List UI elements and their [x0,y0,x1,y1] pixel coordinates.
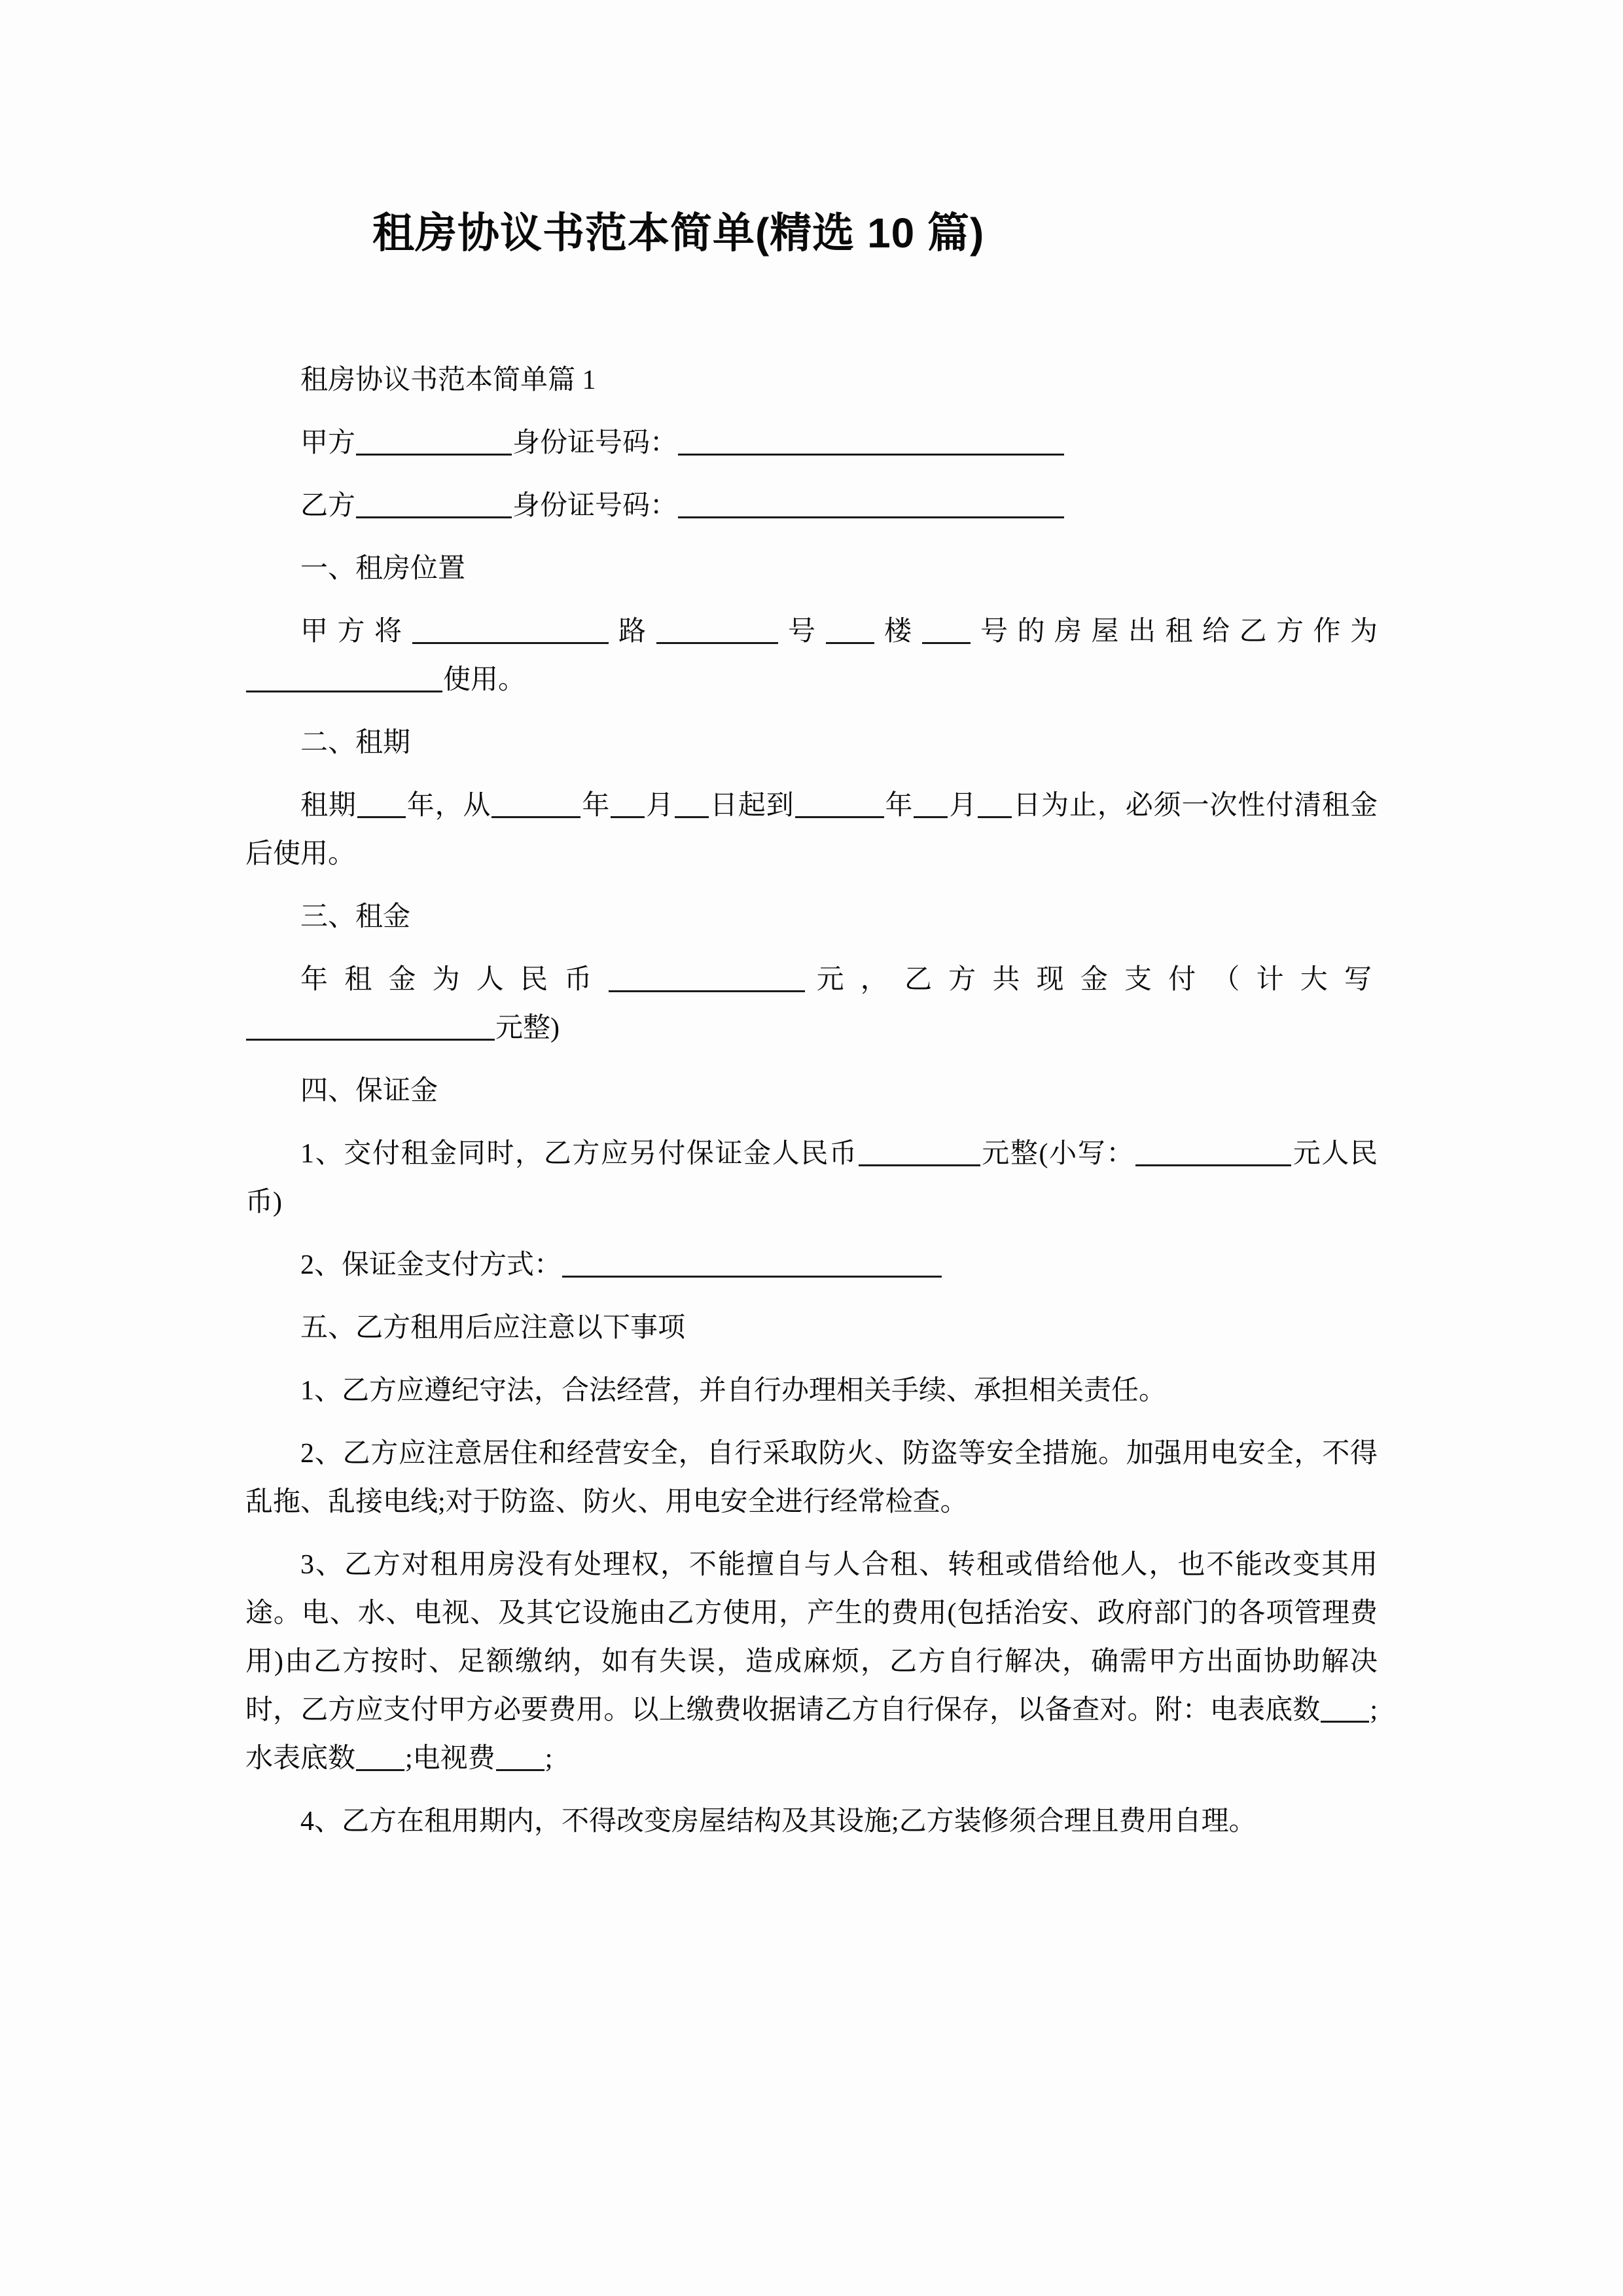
deposit-suffix: 元人民币) [245,1139,1378,1217]
term-t2: 年 [581,791,611,821]
location-lou: 楼 [874,617,921,647]
meter-tv-label: ;电视费 [405,1744,495,1774]
number-blank[interactable] [656,616,778,644]
tv-fee-blank[interactable] [496,1743,544,1771]
notice-item-1: 1、乙方应遵纪守法，合法经营，并自行办理相关手续、承担相关责任。 [300,1376,1167,1406]
party-b-id-blank[interactable] [678,490,1064,518]
deposit-digits-blank[interactable] [1135,1138,1291,1166]
usage-blank[interactable] [246,664,442,692]
term-t4: 日起到 [709,791,794,821]
rent-words-blank[interactable] [246,1013,495,1041]
section-heading-3: 三、租金 [300,902,411,932]
rent-r1: 元，乙方共现金支付（计大写 [806,965,1378,995]
floor-blank[interactable] [826,616,874,644]
meter-end: ; [544,1744,553,1774]
term-t6: 月 [948,791,978,821]
electric-meter-blank[interactable] [1321,1695,1369,1723]
water-meter-blank[interactable] [356,1743,404,1771]
deposit-prefix: 1、交付租金同时，乙方应另付保证金人民币 [300,1139,858,1169]
end-month-blank[interactable] [914,790,948,818]
party-b-name-blank[interactable] [356,490,512,518]
deposit-item-2 [245,1241,1378,1289]
deposit-mid: 元整(小写： [980,1139,1135,1169]
deposit-item-1 [245,1130,1378,1227]
party-a-id-label: 身份证号码： [512,428,678,458]
deposit-method-blank[interactable] [562,1249,942,1278]
location-rest: 号的房屋出租给乙方作为 [971,617,1378,647]
party-a-label: 甲方 [300,428,356,458]
party-a-id-blank[interactable] [678,427,1064,456]
deposit-amount-blank[interactable] [859,1138,980,1166]
section-heading-4: 四、保证金 [300,1076,438,1106]
section-3-body [245,956,1378,1052]
document-content [245,0,1378,1846]
notice-item-3-text: 3、乙方对租用房没有处理权，不能擅自与人合租、转租或借给他人，也不能改变其用途。电、水、电视、及其它设施由乙方使用，产生的费用(包括治安、政府部门的各项管理费用)由乙方按时、足额缴纳，如有失误，造成麻烦，乙方自行解决，确需甲方出面协助解决时，乙方应支付甲方必要费用。以上缴费收据请乙方自行保存，以备查对。附： [245,1550,1378,1725]
notice-item-4: 4、乙方在租用期内，不得改变房屋结构及其设施;乙方装修须合理且费用自理。 [300,1806,1257,1837]
term-t7: 日为止，必须一次性付清租金后使用。 [245,791,1378,869]
party-b-id-label: 身份证号码： [512,491,678,521]
party-a-name-blank[interactable] [356,427,512,456]
location-hao: 号 [778,617,825,647]
start-month-blank[interactable] [611,790,645,818]
street-blank[interactable] [412,616,609,644]
notice-item-3 [245,1541,1378,1783]
section-heading-2: 二、租期 [300,728,411,758]
room-blank[interactable] [922,616,971,644]
section-heading-5: 五、乙方租用后应注意以下事项 [300,1313,686,1343]
rent-r2: 元整) [495,1013,560,1043]
location-suffix: 使用。 [443,665,526,695]
party-b-label: 乙方 [300,491,356,521]
term-t1: 年，从 [406,791,491,821]
term-t5: 年 [884,791,914,821]
meter-water-label: ;水表底数 [245,1695,1378,1774]
party-b-row [245,482,1378,530]
section-1-body [245,607,1378,704]
section-heading-1: 一、租房位置 [300,554,466,584]
location-prefix: 甲方将 [300,617,412,647]
notice-item-2: 2、乙方应注意居住和经营安全，自行采取防火、防盗等安全措施。加强用电安全，不得乱拖、乱接电线;对于防盗、防火、用电安全进行经常检查。 [245,1439,1378,1517]
term-years-blank[interactable] [357,790,406,818]
page-title: 租房协议书范本简单(精选 10 篇) [372,209,985,257]
rent-prefix: 年租金为人民币 [300,965,609,995]
term-t3: 月 [645,791,675,821]
start-year-blank[interactable] [491,790,580,818]
article-heading: 租房协议书范本简单篇 1 [300,365,596,395]
start-day-blank[interactable] [675,790,709,818]
meter-electric-label: 电表底数 [1209,1695,1321,1725]
end-year-blank[interactable] [795,790,884,818]
rent-amount-blank[interactable] [609,964,805,992]
end-day-blank[interactable] [978,790,1012,818]
deposit-method-label: 2、保证金支付方式： [300,1250,562,1280]
party-a-row [245,419,1378,467]
location-road: 路 [609,617,656,647]
section-2-body [245,781,1378,878]
term-prefix: 租期 [300,791,357,821]
